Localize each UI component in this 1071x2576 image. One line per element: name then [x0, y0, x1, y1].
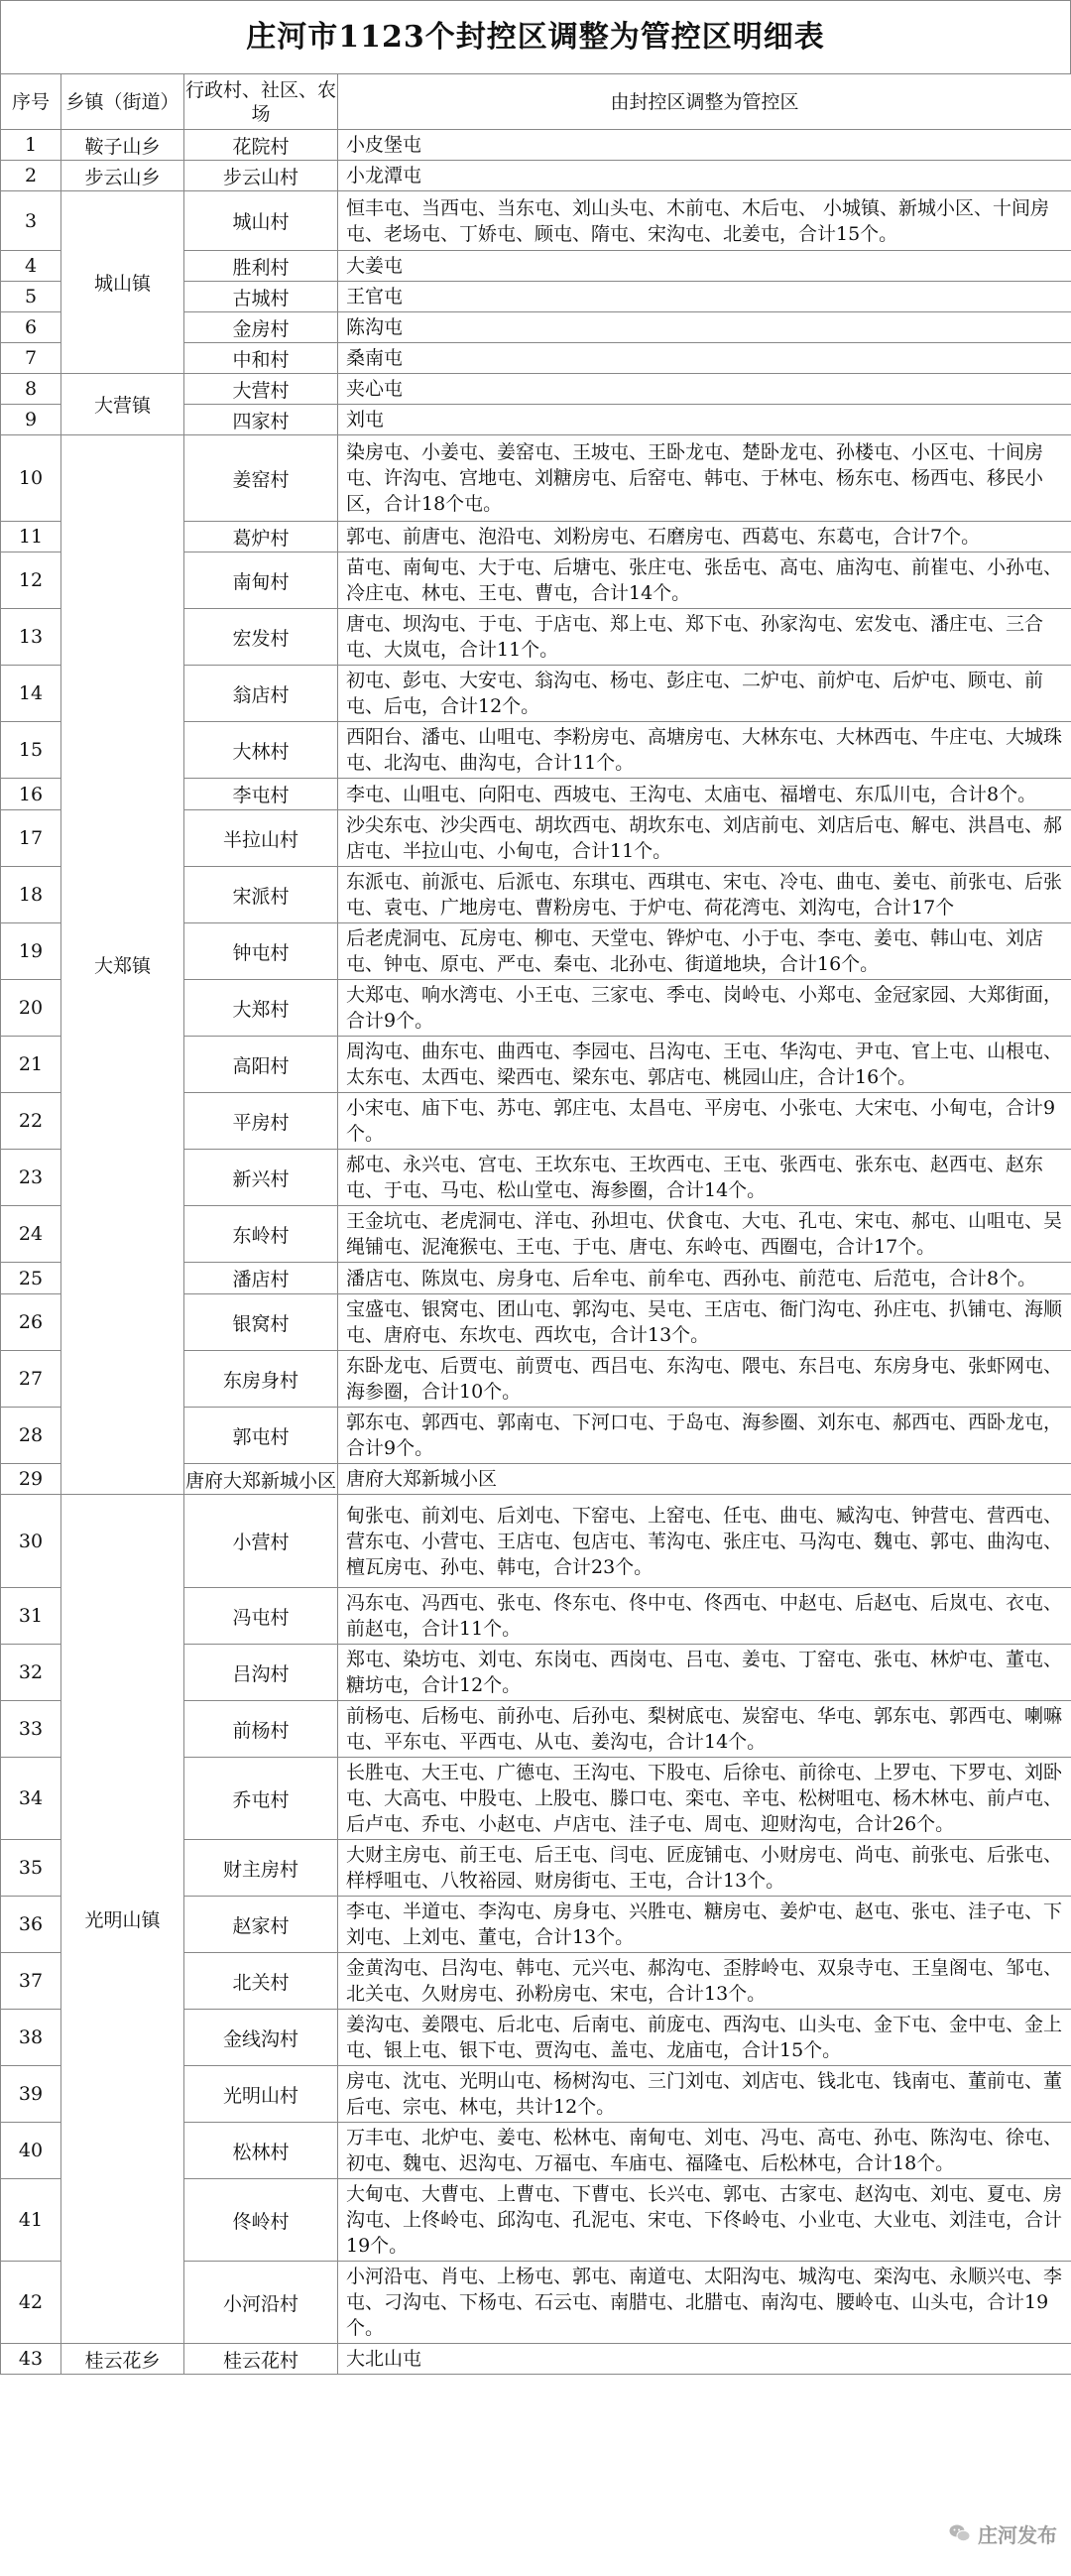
- areas-cell: 王官屯: [338, 282, 1071, 312]
- areas-cell: 房屯、沈屯、光明山屯、杨树沟屯、三门刘屯、刘店屯、钱北屯、钱南屯、董前屯、董后屯、宗屯、林屯，共计12个。: [338, 2066, 1071, 2123]
- village-cell: 小营村: [184, 1495, 338, 1588]
- village-cell: 东岭村: [184, 1206, 338, 1263]
- town-cell: 步云山乡: [61, 161, 184, 191]
- village-cell: 桂云花村: [184, 2344, 338, 2375]
- village-cell: 佟岭村: [184, 2179, 338, 2262]
- row-number: 30: [1, 1495, 61, 1588]
- village-cell: 古城村: [184, 282, 338, 312]
- areas-cell: 东卧龙屯、后贾屯、前贾屯、西吕屯、东沟屯、隈屯、东吕屯、东房身屯、张虾网屯、海参圈，合计10个。: [338, 1351, 1071, 1408]
- row-number: 26: [1, 1294, 61, 1351]
- areas-cell: 李屯、山咀屯、向阳屯、西坡屯、王沟屯、太庙屯、福增屯、东瓜川屯，合计8个。: [338, 779, 1071, 810]
- village-cell: 郭屯村: [184, 1408, 338, 1464]
- areas-cell: 小宋屯、庙下屯、苏屯、郭庄屯、太昌屯、平房屯、小张屯、大宋屯、小甸屯，合计9个。: [338, 1093, 1071, 1150]
- row-number: 20: [1, 980, 61, 1037]
- village-cell: 吕沟村: [184, 1645, 338, 1701]
- row-number: 1: [1, 130, 61, 161]
- village-cell: 步云山村: [184, 161, 338, 191]
- village-cell: 翁店村: [184, 666, 338, 722]
- table-row: [1, 2344, 1071, 2375]
- row-number: 13: [1, 609, 61, 666]
- areas-cell: 染房屯、小姜屯、姜窑屯、王坡屯、王卧龙屯、楚卧龙屯、孙楼屯、小区屯、十间房屯、许沟屯、宫地屯、刘糖房屯、后窑屯、韩屯、于林屯、杨东屯、杨西屯、移民小区，合计18个屯。: [338, 435, 1071, 522]
- village-cell: 城山村: [184, 191, 338, 251]
- village-cell: 胜利村: [184, 251, 338, 282]
- areas-cell: 陈沟屯: [338, 312, 1071, 343]
- areas-cell: 大财主房屯、前王屯、后王屯、闫屯、匠庞铺屯、小财房屯、尚屯、前张屯、后张屯、样桴咀屯、八牧裕园、财房街屯、王屯，合计13个。: [338, 1840, 1071, 1897]
- town-cell: 城山镇: [61, 191, 184, 374]
- village-cell: 光明山村: [184, 2066, 338, 2123]
- areas-cell: 李屯、半道屯、李沟屯、房身屯、兴胜屯、糖房屯、姜炉屯、赵屯、张屯、洼子屯、下刘屯、上刘屯、董屯，合计13个。: [338, 1897, 1071, 1953]
- row-number: 17: [1, 810, 61, 867]
- row-number: 31: [1, 1588, 61, 1645]
- village-cell: 花院村: [184, 130, 338, 161]
- header-village: 行政村、社区、农场: [184, 74, 338, 130]
- areas-cell: 大郑屯、响水湾屯、小王屯、三家屯、季屯、岗岭屯、小郑屯、金冠家园、大郑街面，合计9个。: [338, 980, 1071, 1037]
- village-cell: 大营村: [184, 374, 338, 405]
- row-number: 29: [1, 1464, 61, 1495]
- village-cell: 大林村: [184, 722, 338, 779]
- areas-cell: 恒丰屯、当西屯、当东屯、刘山头屯、木前屯、木后屯、 小城镇、新城小区、十间房屯、老场屯、丁娇屯、顾屯、隋屯、宋沟屯、北姜屯，合计15个。: [338, 191, 1071, 251]
- village-cell: 葛炉村: [184, 522, 338, 552]
- village-cell: 潘店村: [184, 1263, 338, 1294]
- table-row: [1, 161, 1071, 191]
- village-cell: 宋派村: [184, 867, 338, 923]
- header-no: 序号: [1, 74, 61, 130]
- town-cell: 光明山镇: [61, 1495, 184, 2344]
- areas-cell: 大姜屯: [338, 251, 1071, 282]
- town-cell: 桂云花乡: [61, 2344, 184, 2375]
- row-number: 40: [1, 2123, 61, 2179]
- village-cell: 四家村: [184, 405, 338, 435]
- table-row: [1, 191, 1071, 251]
- row-number: 14: [1, 666, 61, 722]
- table-body: [1, 130, 1071, 2375]
- row-number: 12: [1, 552, 61, 609]
- header-town: 乡镇（街道）: [61, 74, 184, 130]
- areas-cell: 小河沿屯、肖屯、上杨屯、郭屯、南道屯、太阳沟屯、城沟屯、栾沟屯、永顺兴屯、李屯、刁沟屯、下杨屯、石云屯、南腊屯、北腊屯、南沟屯、腰岭屯、山头屯，合计19个。: [338, 2262, 1071, 2344]
- areas-cell: 沙尖东屯、沙尖西屯、胡坎西屯、胡坎东屯、刘店前屯、刘店后屯、解屯、洪昌屯、郝店屯、半拉山屯、小甸屯，合计11个。: [338, 810, 1071, 867]
- areas-cell: 郭屯、前唐屯、泡沿屯、刘粉房屯、石磨房屯、西葛屯、东葛屯，合计7个。: [338, 522, 1071, 552]
- row-number: 24: [1, 1206, 61, 1263]
- areas-cell: 万丰屯、北炉屯、姜屯、松林屯、南甸屯、刘屯、冯屯、高屯、孙屯、陈沟屯、徐屯、初屯、魏屯、迟沟屯、万福屯、车庙屯、福隆屯、后松林屯，合计18个。: [338, 2123, 1071, 2179]
- areas-cell: 苗屯、南甸屯、大于屯、后塘屯、张庄屯、张岳屯、高屯、庙沟屯、前崔屯、小孙屯、冷庄屯、林屯、王屯、曹屯，合计14个。: [338, 552, 1071, 609]
- village-cell: 赵家村: [184, 1897, 338, 1953]
- page-title: 庄河市1123个封控区调整为管控区明细表: [0, 0, 1071, 73]
- village-cell: 中和村: [184, 343, 338, 374]
- areas-cell: 前杨屯、后杨屯、前孙屯、后孙屯、梨树底屯、炭窑屯、华屯、郭东屯、郭西屯、喇嘛屯、平东屯、平西屯、从屯、姜沟屯，合计14个。: [338, 1701, 1071, 1758]
- row-number: 6: [1, 312, 61, 343]
- areas-cell: 郝屯、永兴屯、宫屯、王坎东屯、王坎西屯、王屯、张西屯、张东屯、赵西屯、赵东屯、于屯、马屯、松山堂屯、海参圈，合计14个。: [338, 1150, 1071, 1206]
- row-number: 8: [1, 374, 61, 405]
- row-number: 37: [1, 1953, 61, 2010]
- areas-cell: 西阳台、潘屯、山咀屯、李粉房屯、高塘房屯、大林东屯、大林西屯、牛庄屯、大城珠屯、北沟屯、曲沟屯，合计11个。: [338, 722, 1071, 779]
- areas-cell: 潘店屯、陈岚屯、房身屯、后牟屯、前牟屯、西孙屯、前范屯、后范屯，合计8个。: [338, 1263, 1071, 1294]
- row-number: 22: [1, 1093, 61, 1150]
- areas-cell: 东派屯、前派屯、后派屯、东琪屯、西琪屯、宋屯、冷屯、曲屯、姜屯、前张屯、后张屯、袁屯、广地房屯、曹粉房屯、于炉屯、荷花湾屯、刘沟屯，合计17个: [338, 867, 1071, 923]
- village-cell: 金房村: [184, 312, 338, 343]
- village-cell: 姜窑村: [184, 435, 338, 522]
- areas-cell: 大甸屯、大曹屯、上曹屯、下曹屯、长兴屯、郭屯、古家屯、赵沟屯、刘屯、夏屯、房沟屯、上佟岭屯、邱沟屯、孔泥屯、宋屯、下佟岭屯、小业屯、大业屯、刘洼屯，合计19个。: [338, 2179, 1071, 2262]
- village-cell: 银窝村: [184, 1294, 338, 1351]
- areas-cell: 唐府大郑新城小区: [338, 1464, 1071, 1495]
- row-number: 15: [1, 722, 61, 779]
- areas-cell: 夹心屯: [338, 374, 1071, 405]
- row-number: 34: [1, 1758, 61, 1840]
- village-cell: 前杨村: [184, 1701, 338, 1758]
- village-cell: 小河沿村: [184, 2262, 338, 2344]
- row-number: 25: [1, 1263, 61, 1294]
- detail-table: [0, 73, 1071, 2375]
- areas-cell: 大北山屯: [338, 2344, 1071, 2375]
- town-cell: 大郑镇: [61, 435, 184, 1495]
- row-number: 36: [1, 1897, 61, 1953]
- town-cell: 鞍子山乡: [61, 130, 184, 161]
- row-number: 35: [1, 1840, 61, 1897]
- village-cell: 东房身村: [184, 1351, 338, 1408]
- row-number: 19: [1, 923, 61, 980]
- watermark-text: 庄河发布: [978, 2522, 1057, 2547]
- row-number: 41: [1, 2179, 61, 2262]
- header-areas: 由封控区调整为管控区: [338, 74, 1071, 130]
- village-cell: 南甸村: [184, 552, 338, 609]
- areas-cell: 桑南屯: [338, 343, 1071, 374]
- village-cell: 钟屯村: [184, 923, 338, 980]
- areas-cell: 小龙潭屯: [338, 161, 1071, 191]
- areas-cell: 郭东屯、郭西屯、郭南屯、下河口屯、于岛屯、海参圈、刘东屯、郝西屯、西卧龙屯，合计9个。: [338, 1408, 1071, 1464]
- areas-cell: 王金坑屯、老虎洞屯、洋屯、孙坦屯、伏食屯、大屯、孔屯、宋屯、郝屯、山咀屯、吴绳铺屯、泥淹猴屯、王屯、于屯、唐屯、东岭屯、西圈屯，合计17个。: [338, 1206, 1071, 1263]
- village-cell: 新兴村: [184, 1150, 338, 1206]
- watermark: [948, 2519, 1057, 2547]
- table-row: [1, 374, 1071, 405]
- areas-cell: 冯东屯、冯西屯、张屯、佟东屯、佟中屯、佟西屯、中赵屯、后赵屯、后岚屯、衣屯、前赵屯，合计11个。: [338, 1588, 1071, 1645]
- village-cell: 乔屯村: [184, 1758, 338, 1840]
- village-cell: 唐府大郑新城小区: [184, 1464, 338, 1495]
- row-number: 3: [1, 191, 61, 251]
- village-cell: 高阳村: [184, 1037, 338, 1093]
- village-cell: 北关村: [184, 1953, 338, 2010]
- areas-cell: 姜沟屯、姜隈屯、后北屯、后南屯、前庞屯、西沟屯、山头屯、金下屯、金中屯、金上屯、银上屯、银下屯、贾沟屯、盖屯、龙庙屯，合计15个。: [338, 2010, 1071, 2066]
- row-number: 23: [1, 1150, 61, 1206]
- row-number: 43: [1, 2344, 61, 2375]
- row-number: 21: [1, 1037, 61, 1093]
- table-header-row: [1, 74, 1071, 130]
- village-cell: 冯屯村: [184, 1588, 338, 1645]
- village-cell: 李屯村: [184, 779, 338, 810]
- village-cell: 财主房村: [184, 1840, 338, 1897]
- row-number: 28: [1, 1408, 61, 1464]
- areas-cell: 长胜屯、大王屯、广德屯、王沟屯、下股屯、后徐屯、前徐屯、上罗屯、下罗屯、刘卧屯、大高屯、中股屯、上股屯、滕口屯、栾屯、辛屯、松树咀屯、杨木林屯、前卢屯、后卢屯、乔屯、小赵屯、卢店屯、洼子屯、周屯、迎财沟屯，合计26个。: [338, 1758, 1071, 1840]
- village-cell: 宏发村: [184, 609, 338, 666]
- row-number: 9: [1, 405, 61, 435]
- village-cell: 金线沟村: [184, 2010, 338, 2066]
- areas-cell: 唐屯、坝沟屯、于屯、于店屯、郑上屯、郑下屯、孙家沟屯、宏发屯、潘庄屯、三合屯、大岚屯，合计11个。: [338, 609, 1071, 666]
- village-cell: 平房村: [184, 1093, 338, 1150]
- row-number: 33: [1, 1701, 61, 1758]
- row-number: 10: [1, 435, 61, 522]
- village-cell: 半拉山村: [184, 810, 338, 867]
- row-number: 11: [1, 522, 61, 552]
- areas-cell: 甸张屯、前刘屯、后刘屯、下窑屯、上窑屯、任屯、曲屯、臧沟屯、钟营屯、营西屯、营东屯、小营屯、王店屯、包店屯、苇沟屯、张庄屯、马沟屯、魏屯、郭屯、曲沟屯、檀瓦房屯、孙屯、韩屯，合计23个。: [338, 1495, 1071, 1588]
- village-cell: 大郑村: [184, 980, 338, 1037]
- wechat-icon: [948, 2521, 972, 2545]
- village-cell: 松林村: [184, 2123, 338, 2179]
- areas-cell: 后老虎洞屯、瓦房屯、柳屯、天堂屯、铧炉屯、小于屯、李屯、姜屯、韩山屯、刘店屯、钟屯、原屯、严屯、秦屯、北孙屯、街道地块，合计16个。: [338, 923, 1071, 980]
- areas-cell: 小皮堡屯: [338, 130, 1071, 161]
- row-number: 27: [1, 1351, 61, 1408]
- town-cell: 大营镇: [61, 374, 184, 435]
- row-number: 7: [1, 343, 61, 374]
- areas-cell: 金黄沟屯、吕沟屯、韩屯、元兴屯、郝沟屯、歪脖岭屯、双泉寺屯、王皇阁屯、邹屯、北关屯、久财房屯、孙粉房屯、宋屯，合计13个。: [338, 1953, 1071, 2010]
- areas-cell: 郑屯、染坊屯、刘屯、东岗屯、西岗屯、吕屯、姜屯、丁窑屯、张屯、林炉屯、董屯、糖坊屯，合计12个。: [338, 1645, 1071, 1701]
- row-number: 2: [1, 161, 61, 191]
- table-row: [1, 1495, 1071, 1588]
- row-number: 5: [1, 282, 61, 312]
- table-row: [1, 130, 1071, 161]
- row-number: 18: [1, 867, 61, 923]
- row-number: 38: [1, 2010, 61, 2066]
- row-number: 42: [1, 2262, 61, 2344]
- row-number: 4: [1, 251, 61, 282]
- areas-cell: 宝盛屯、银窝屯、团山屯、郭沟屯、吴屯、王店屯、衙门沟屯、孙庄屯、扒铺屯、海顺屯、唐府屯、东坎屯、西坎屯，合计13个。: [338, 1294, 1071, 1351]
- areas-cell: 周沟屯、曲东屯、曲西屯、李园屯、吕沟屯、王屯、华沟屯、尹屯、官上屯、山根屯、太东屯、太西屯、梁西屯、梁东屯、郭店屯、桃园山庄，合计16个。: [338, 1037, 1071, 1093]
- row-number: 32: [1, 1645, 61, 1701]
- row-number: 16: [1, 779, 61, 810]
- areas-cell: 刘屯: [338, 405, 1071, 435]
- table-row: [1, 435, 1071, 522]
- areas-cell: 初屯、彭屯、大安屯、翁沟屯、杨屯、彭庄屯、二炉屯、前炉屯、后炉屯、顾屯、前屯、后屯，合计12个。: [338, 666, 1071, 722]
- row-number: 39: [1, 2066, 61, 2123]
